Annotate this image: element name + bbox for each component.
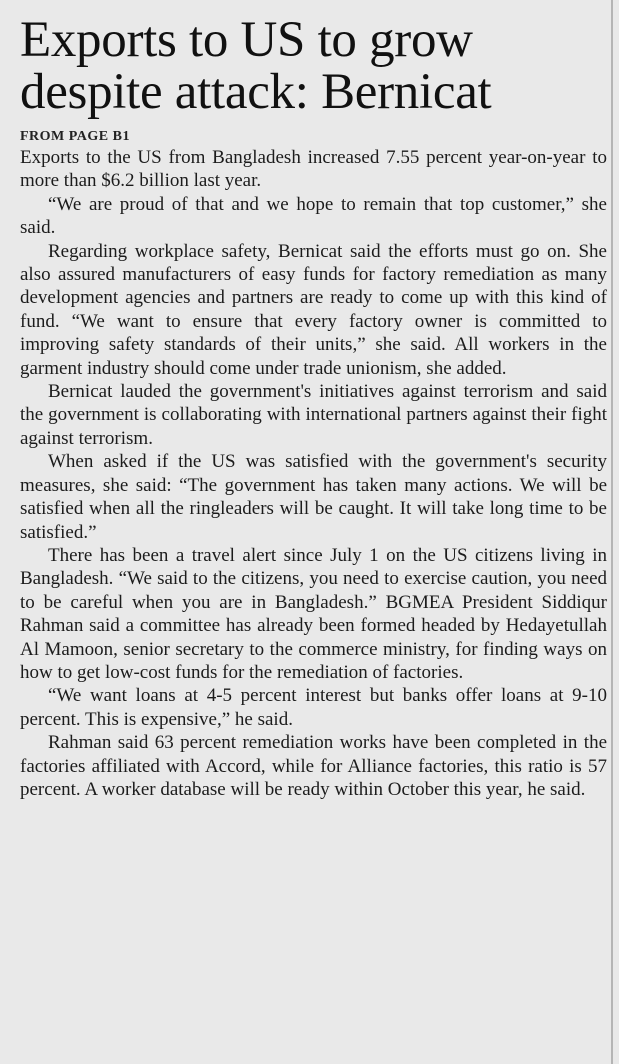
paragraph: Regarding workplace safety, Bernicat said the efforts must go on. She also assured manufacturers of easy funds for factory remediation as many development agencies and partners are ready to come up with this kind of fund. “We want to ensure that every factory owner is committed to improving safety standards of their units,” she said. All workers in the garment industry should come under trade unionism, she added. <box>20 240 607 379</box>
paragraph: Bernicat lauded the government's initiatives against terrorism and said the government is collaborating with international partners against their fight against terrorism. <box>20 381 607 449</box>
paragraph: Rahman said 63 percent remediation works have been completed in the factories affiliated with Accord, while for Alliance factories, this ratio is 57 percent. A worker database will be ready within October this year, he said. <box>20 732 607 800</box>
paragraph: When asked if the US was satisfied with the government's security measures, she said: “The government has taken many actions. We will be satisfied when all the ringleaders will be caught. It will take long time to be satisfied.” <box>20 451 607 543</box>
headline-line-2: despite attack: Bernicat <box>20 64 492 120</box>
paragraph: “We want loans at 4-5 percent interest but banks offer loans at 9-10 percent. This is expensive,” he said. <box>20 685 607 730</box>
article-body <box>20 146 607 801</box>
paragraph: “We are proud of that and we hope to remain that top customer,” she said. <box>20 193 607 239</box>
paragraph: There has been a travel alert since July 1 on the US citizens living in Bangladesh. “We said to the citizens, you need to exercise caution, you need to be careful when you are in Bangladesh.” BGMEA President Siddiqur Rahman said a committee has already been formed headed by Hedayetullah Al Mamoon, senior secretary to the commerce ministry, for finding ways on how to get low-cost funds for the remediation of factories. <box>20 544 607 683</box>
headline-line-1: Exports to US to grow <box>20 12 473 68</box>
headline <box>20 14 607 118</box>
column-rule <box>611 0 613 1064</box>
paragraph: Exports to the US from Bangladesh increased 7.55 percent year-on-year to more than $6.2 billion last year. <box>20 147 607 192</box>
dateline: FROM PAGE B1 <box>20 129 130 144</box>
